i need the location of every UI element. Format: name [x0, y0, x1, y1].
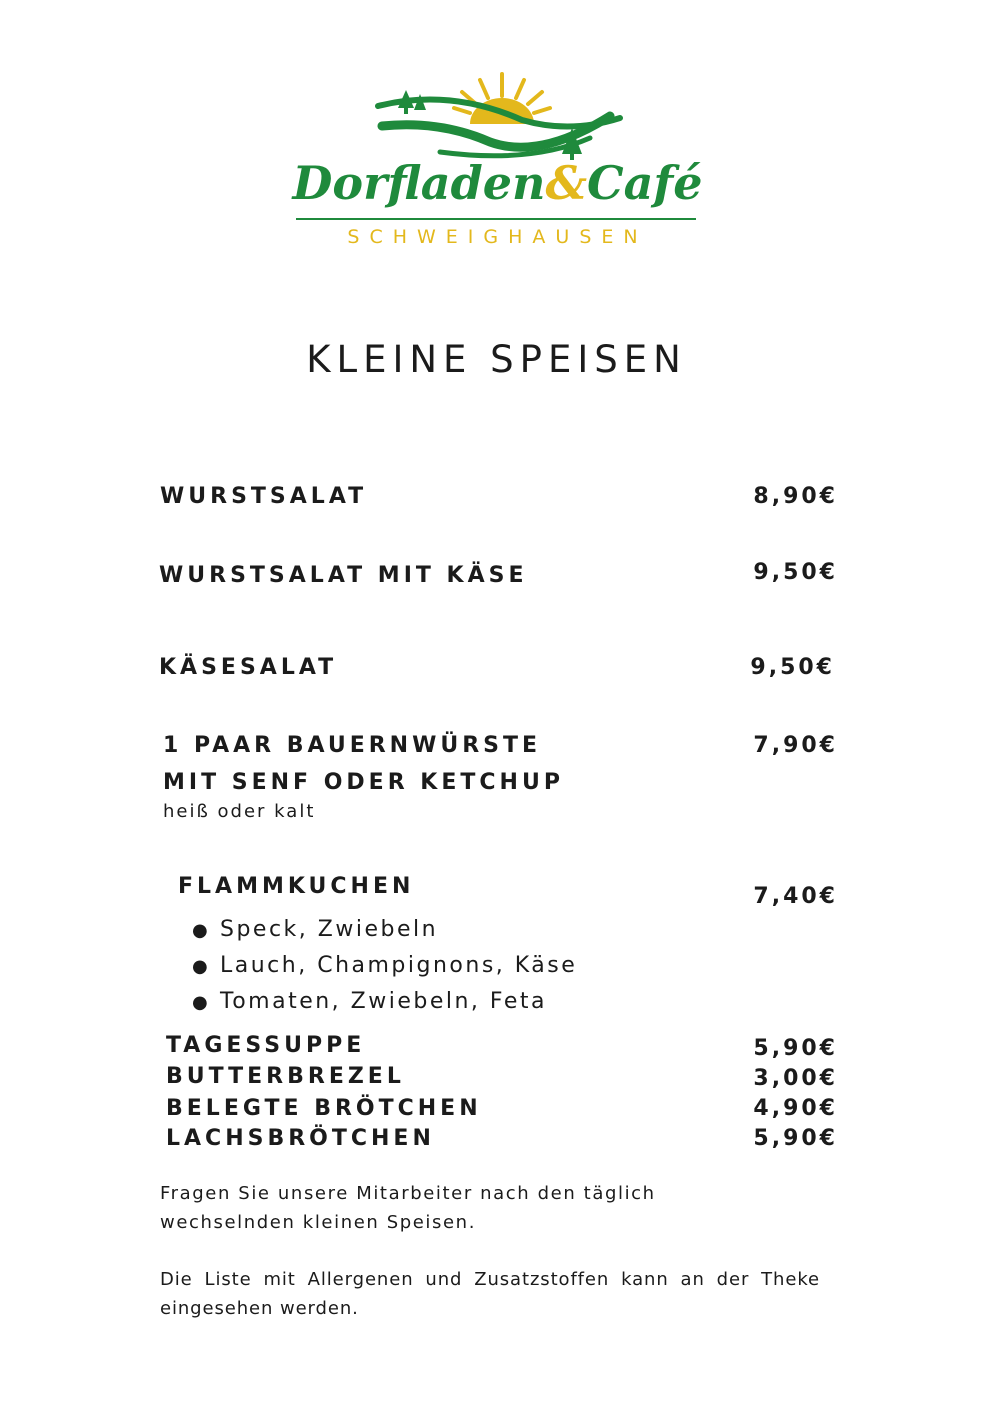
- brand-name: [290, 156, 705, 210]
- brand-location: SCHWEIGHAUSEN: [347, 226, 648, 248]
- price-wurstsalat: 8,90€: [753, 484, 838, 509]
- price-bauernwuerste: 7,90€: [753, 733, 838, 758]
- price-flammkuchen: 7,40€: [753, 884, 838, 909]
- price-wurstsalat-kaese: 9,50€: [753, 560, 838, 585]
- landscape-sun-icon: [290, 68, 705, 168]
- menu-item-butterbrezel: BUTTERBREZEL: [166, 1064, 405, 1089]
- price-butterbrezel: 3,00€: [753, 1066, 838, 1091]
- list-item: [192, 948, 577, 984]
- price-lachsbroetchen: 5,90€: [753, 1126, 838, 1151]
- option-label: Lauch, Champignons, Käse: [220, 953, 578, 978]
- menu-item-wurstsalat-kaese: WURSTSALAT MIT KÄSE: [159, 563, 528, 588]
- menu-item-tagessuppe: TAGESSUPPE: [166, 1033, 366, 1058]
- list-item: [192, 912, 577, 948]
- menu-item-bauernwuerste-line1: 1 PAAR BAUERNWÜRSTE: [163, 733, 542, 758]
- menu-item-wurstsalat: WURSTSALAT: [160, 484, 368, 509]
- menu-item-flammkuchen: FLAMMKUCHEN: [178, 874, 415, 899]
- brand-underline: [290, 216, 705, 222]
- brand-name-part1: Dorfladen: [292, 156, 546, 210]
- brand-ampersand: &: [545, 156, 587, 210]
- bullet-icon: ●: [192, 956, 211, 977]
- daily-specials-note: Fragen Sie unsere Mitarbeiter nach den täglich wechselnden kleinen Speisen.: [160, 1183, 656, 1233]
- list-item: [192, 984, 577, 1020]
- menu-item-lachsbroetchen: LACHSBRÖTCHEN: [166, 1126, 435, 1151]
- logo: [290, 68, 705, 253]
- price-belegte-broetchen: 4,90€: [753, 1096, 838, 1121]
- option-label: Speck, Zwiebeln: [220, 917, 439, 942]
- price-kaesesalat: 9,50€: [750, 655, 835, 680]
- brand-name-part2: Café: [586, 156, 703, 210]
- bullet-icon: ●: [192, 992, 211, 1013]
- bullet-icon: ●: [192, 920, 211, 941]
- allergen-note: Die Liste mit Allergenen und Zusatzstoffen kann an der Theke eingesehen werden.: [160, 1269, 820, 1319]
- menu-item-kaesesalat: KÄSESALAT: [159, 655, 338, 680]
- flammkuchen-options-list: [192, 912, 577, 1020]
- menu-item-bauernwuerste-line2: MIT SENF ODER KETCHUP: [163, 770, 564, 795]
- page-title: KLEINE SPEISEN: [306, 338, 687, 381]
- menu-item-belegte-broetchen: BELEGTE BRÖTCHEN: [166, 1096, 482, 1121]
- price-tagessuppe: 5,90€: [753, 1036, 838, 1061]
- option-label: Tomaten, Zwiebeln, Feta: [220, 989, 548, 1014]
- menu-item-bauernwuerste-note: heiß oder kalt: [163, 801, 316, 822]
